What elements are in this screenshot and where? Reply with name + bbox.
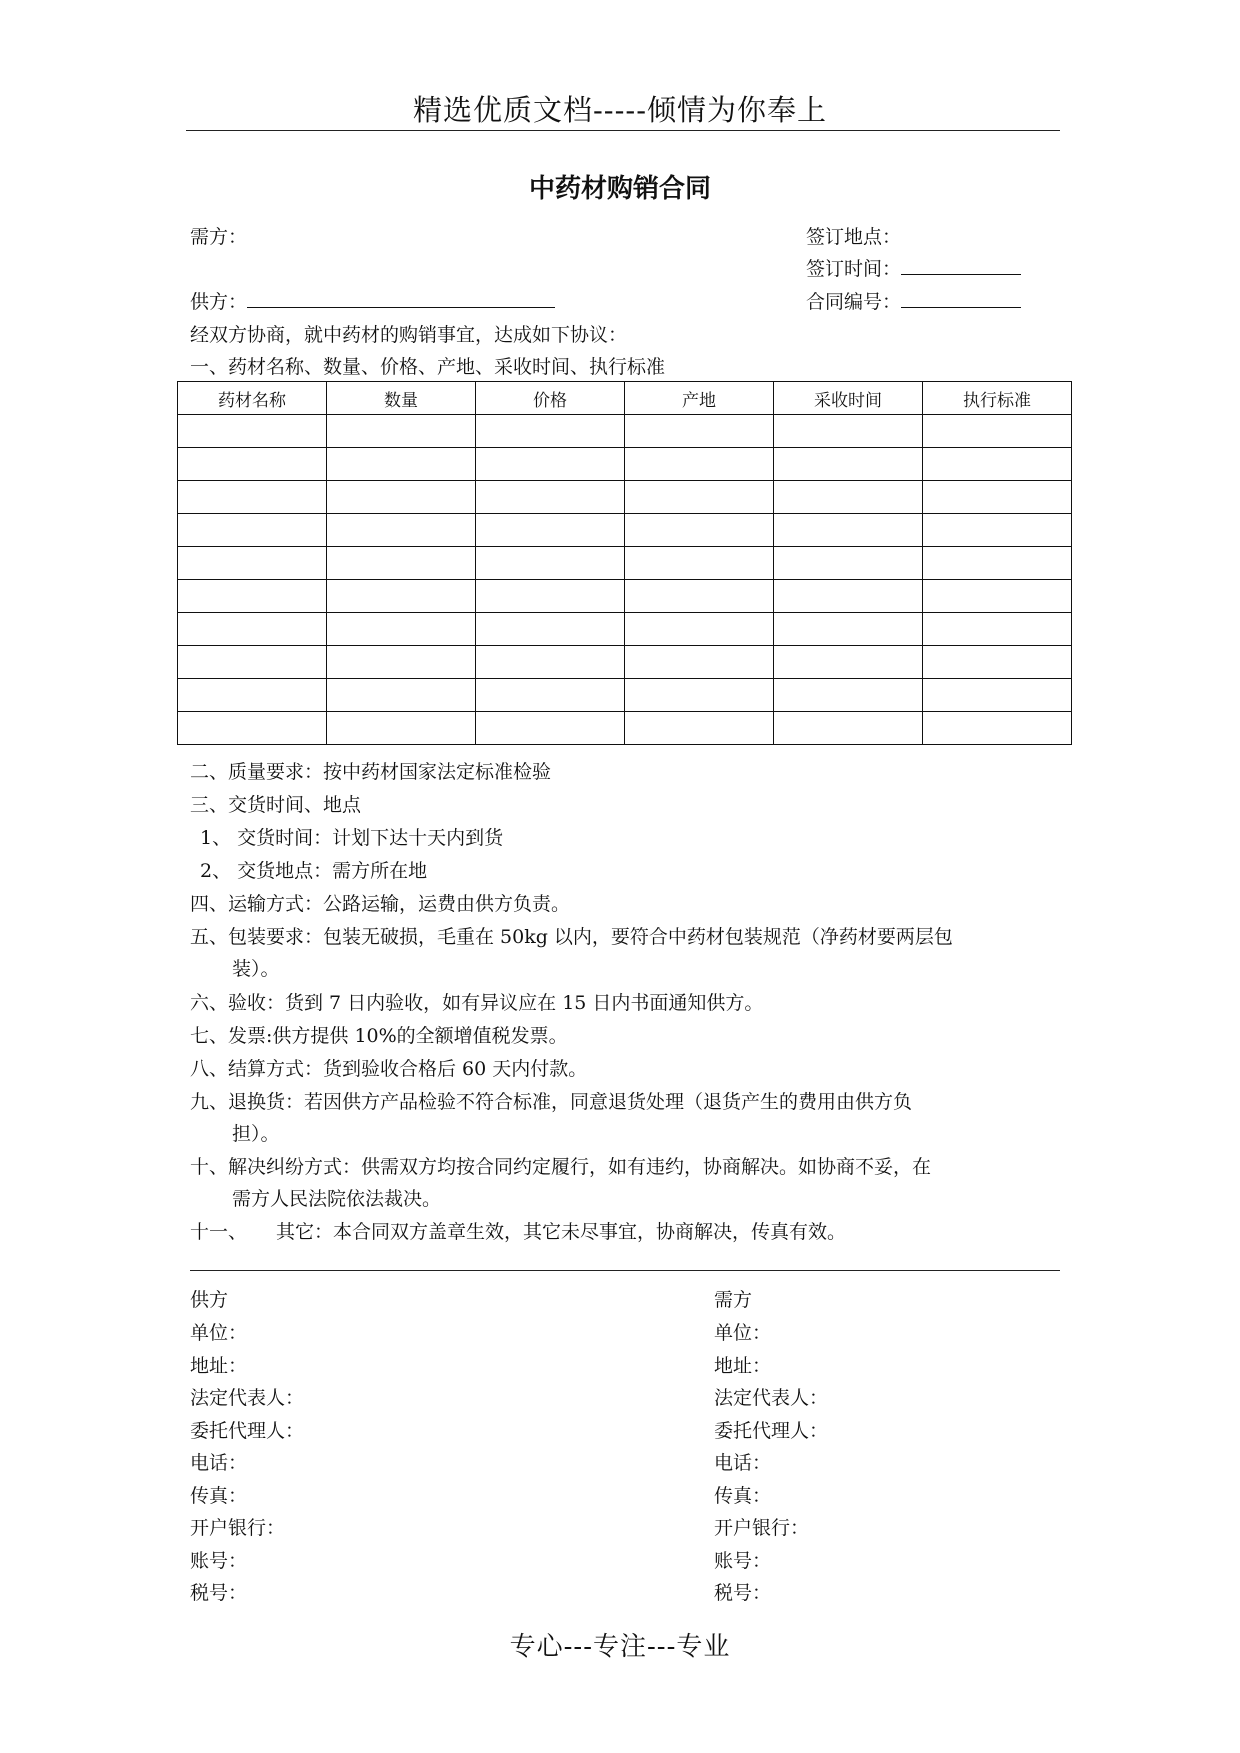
buyer-signature-field: 地址：: [714, 1354, 772, 1377]
term-disputes-line2: 需方人民法院依法裁决。: [232, 1188, 442, 1210]
table-cell[interactable]: [476, 415, 625, 448]
table-cell[interactable]: [923, 481, 1072, 514]
table-cell[interactable]: [923, 580, 1072, 613]
intro-text: 经双方协商，就中药材的购销事宜，达成如下协议：: [190, 324, 628, 346]
table-row: [178, 547, 1072, 580]
table-row: [178, 646, 1072, 679]
table-cell[interactable]: [178, 514, 327, 547]
term-packaging-line2: 装）。: [232, 958, 280, 980]
table-cell[interactable]: [774, 514, 923, 547]
table-cell[interactable]: [327, 679, 476, 712]
table-cell[interactable]: [923, 448, 1072, 481]
table-cell[interactable]: [625, 448, 774, 481]
table-cell[interactable]: [923, 679, 1072, 712]
term-transport: 四、运输方式：公路运输，运费由供方负责。: [190, 893, 571, 915]
table-cell[interactable]: [476, 613, 625, 646]
table-cell[interactable]: [178, 580, 327, 613]
table-cell[interactable]: [625, 613, 774, 646]
table-cell[interactable]: [476, 679, 625, 712]
page-footer: 专心---专注---专业: [509, 1632, 731, 1662]
col-header-name: 药材名称: [178, 382, 327, 415]
term-invoice: 七、发票:供方提供 10%的全额增值税发票。: [190, 1025, 568, 1047]
table-cell[interactable]: [327, 613, 476, 646]
term-other-text: 其它：本合同双方盖章生效，其它未尽事宜，协商解决，传真有效。: [276, 1221, 847, 1243]
supplier-signature-field: 税号：: [190, 1582, 248, 1604]
supplier-label: 供方：: [190, 291, 248, 313]
table-cell[interactable]: [327, 415, 476, 448]
supplier-blank[interactable]: [247, 289, 555, 308]
signing-place-label: 签订地点：: [806, 226, 902, 248]
table-cell[interactable]: [774, 448, 923, 481]
supplier-signature-field: 传真：: [190, 1484, 248, 1507]
table-cell[interactable]: [178, 481, 327, 514]
table-cell[interactable]: [774, 580, 923, 613]
table-cell[interactable]: [327, 481, 476, 514]
supplier-signature-title: 供方: [190, 1289, 229, 1311]
supplier-signature-field: 地址：: [190, 1354, 248, 1377]
table-cell[interactable]: [625, 547, 774, 580]
buyer-label: 需方：: [190, 226, 248, 248]
buyer-signature-field: 电话：: [714, 1452, 772, 1474]
table-cell[interactable]: [923, 613, 1072, 646]
supplier-signature-field: 账号：: [190, 1549, 248, 1572]
table-cell[interactable]: [178, 679, 327, 712]
table-cell[interactable]: [327, 580, 476, 613]
table-cell[interactable]: [178, 613, 327, 646]
table-cell[interactable]: [476, 448, 625, 481]
table-cell[interactable]: [625, 514, 774, 547]
term-quality: 二、质量要求：按中药材国家法定标准检验: [190, 761, 552, 783]
section1-title: 一、药材名称、数量、价格、产地、采收时间、执行标准: [190, 356, 666, 378]
supplier-signature-field: 法定代表人：: [190, 1387, 305, 1409]
contract-number-label: 合同编号：: [806, 291, 902, 313]
contract-number-blank[interactable]: [901, 289, 1021, 308]
table-cell[interactable]: [625, 712, 774, 745]
table-cell[interactable]: [178, 712, 327, 745]
buyer-signature-title: 需方: [714, 1289, 753, 1311]
table-row: [178, 712, 1072, 745]
table-cell[interactable]: [774, 547, 923, 580]
term-disputes-line1: 十、解决纠纷方式：供需双方均按合同约定履行，如有违约，协商解决。如协商不妥，在: [190, 1156, 932, 1178]
buyer-signature-field: 单位：: [714, 1322, 772, 1344]
table-cell[interactable]: [178, 547, 327, 580]
table-cell[interactable]: [625, 646, 774, 679]
table-cell[interactable]: [327, 712, 476, 745]
document-title: 中药材购销合同: [528, 174, 711, 204]
table-row: [178, 613, 1072, 646]
table-cell[interactable]: [774, 712, 923, 745]
table-cell[interactable]: [625, 415, 774, 448]
table-cell[interactable]: [476, 580, 625, 613]
term-settlement: 八、结算方式：货到验收合格后 60 天内付款。: [190, 1058, 588, 1080]
table-cell[interactable]: [625, 679, 774, 712]
col-header-quantity: 数量: [327, 382, 476, 415]
supplier-signature-field: 委托代理人：: [190, 1419, 305, 1442]
table-cell[interactable]: [327, 547, 476, 580]
table-cell[interactable]: [178, 448, 327, 481]
table-row: [178, 481, 1072, 514]
term-delivery-time: 1、 交货时间：计划下达十天内到货: [200, 827, 504, 849]
table-cell[interactable]: [774, 481, 923, 514]
supplier-signature-field: 单位：: [190, 1322, 248, 1344]
buyer-signature-field: 法定代表人：: [714, 1387, 829, 1409]
table-cell[interactable]: [923, 415, 1072, 448]
term-returns-line2: 担）。: [232, 1123, 280, 1145]
col-header-price: 价格: [476, 382, 625, 415]
table-cell[interactable]: [774, 646, 923, 679]
table-cell[interactable]: [476, 712, 625, 745]
signing-time-blank[interactable]: [901, 256, 1021, 275]
table-cell[interactable]: [476, 481, 625, 514]
signing-time-label: 签订时间：: [806, 258, 902, 280]
table-cell[interactable]: [178, 646, 327, 679]
table-row: [178, 580, 1072, 613]
table-cell[interactable]: [625, 580, 774, 613]
term-returns-line1: 九、退换货：若因供方产品检验不符合标准，同意退货处理（退货产生的费用由供方负: [190, 1091, 913, 1113]
page-header: 精选优质文档-----倾情为你奉上: [413, 93, 827, 127]
table-row: [178, 514, 1072, 547]
table-cell[interactable]: [476, 547, 625, 580]
table-row: [178, 415, 1072, 448]
term-delivery: 三、交货时间、地点: [190, 794, 362, 816]
table-cell[interactable]: [327, 646, 476, 679]
table-cell[interactable]: [476, 514, 625, 547]
buyer-signature-field: 委托代理人：: [714, 1419, 829, 1442]
table-cell[interactable]: [178, 415, 327, 448]
buyer-signature-field: 账号：: [714, 1549, 772, 1572]
table-cell[interactable]: [774, 613, 923, 646]
table-cell[interactable]: [923, 712, 1072, 745]
supplier-signature-field: 电话：: [190, 1452, 248, 1474]
term-delivery-place: 2、 交货地点：需方所在地: [200, 860, 428, 882]
term-acceptance: 六、验收：货到 7 日内验收，如有异议应在 15 日内书面通知供方。: [190, 992, 764, 1014]
col-header-origin: 产地: [625, 382, 774, 415]
table-cell[interactable]: [476, 646, 625, 679]
items-table: [177, 381, 1072, 745]
term-other-number: 十一、: [190, 1221, 248, 1243]
table-cell[interactable]: [774, 415, 923, 448]
supplier-signature-field: 开户银行：: [190, 1517, 286, 1539]
table-cell[interactable]: [923, 514, 1072, 547]
table-cell[interactable]: [923, 547, 1072, 580]
table-cell[interactable]: [774, 679, 923, 712]
signature-rule: [190, 1270, 1060, 1271]
table-cell[interactable]: [327, 448, 476, 481]
table-row: [178, 448, 1072, 481]
table-cell[interactable]: [327, 514, 476, 547]
items-table-body: [178, 415, 1072, 745]
table-cell[interactable]: [923, 646, 1072, 679]
table-header-row: [178, 382, 1072, 415]
col-header-harvest-time: 采收时间: [774, 382, 923, 415]
table-row: [178, 679, 1072, 712]
buyer-signature-field: 开户银行：: [714, 1517, 810, 1539]
header-rule: [186, 130, 1060, 131]
col-header-standard: 执行标准: [923, 382, 1072, 415]
table-cell[interactable]: [625, 481, 774, 514]
buyer-signature-field: 税号：: [714, 1582, 772, 1604]
term-packaging-line1: 五、包装要求：包装无破损，毛重在 50kg 以内，要符合中药材包装规范（净药材要两层包: [190, 926, 953, 948]
buyer-signature-field: 传真：: [714, 1484, 772, 1507]
